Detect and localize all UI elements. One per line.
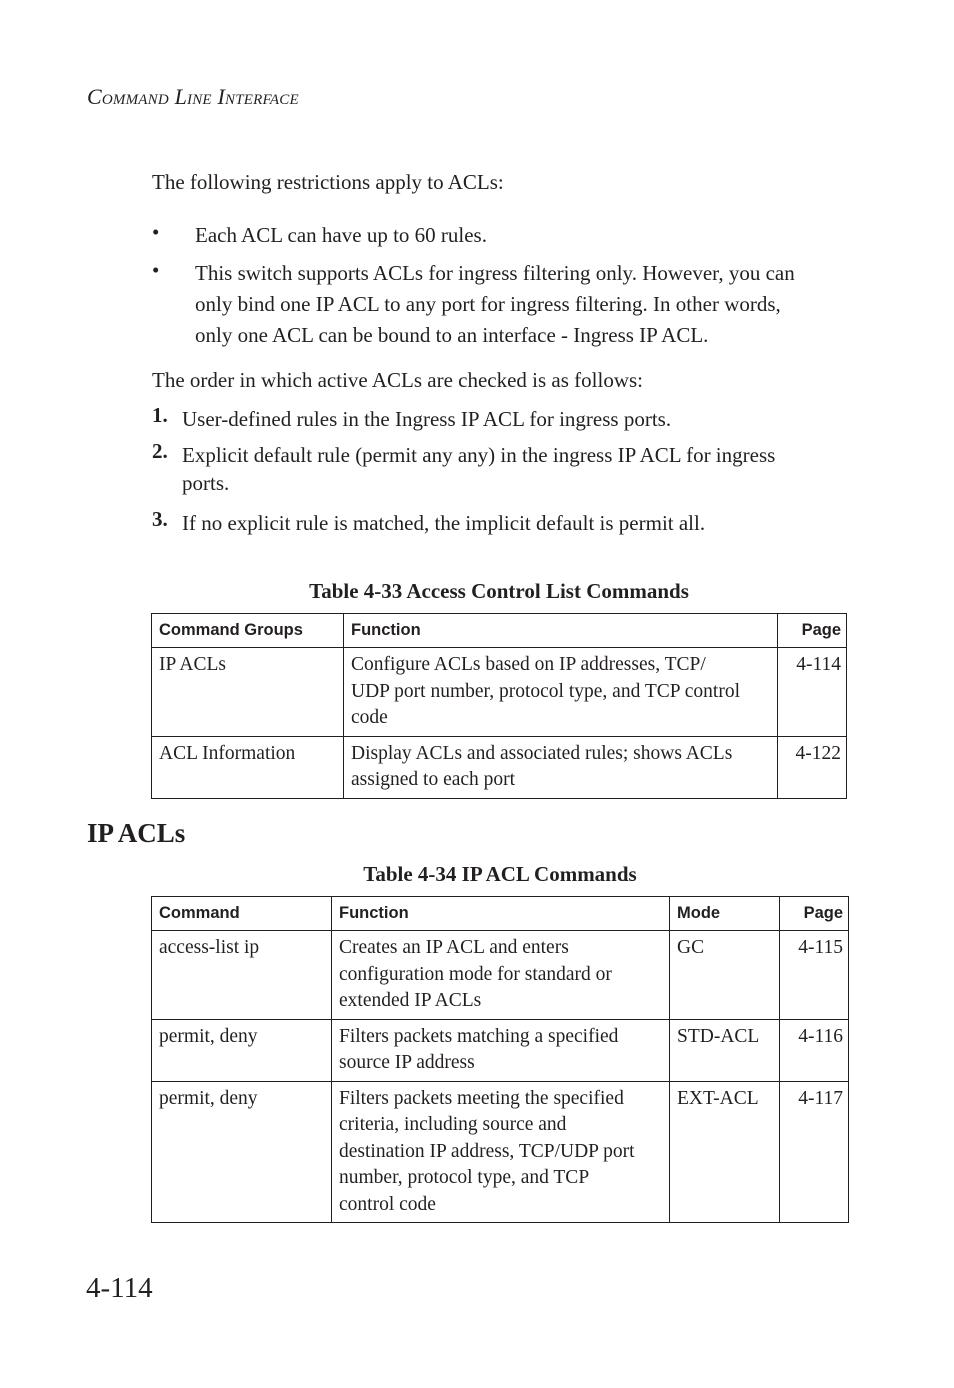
cell-line: Filters packets meeting the specified: [339, 1087, 624, 1109]
command-cell: permit, deny: [152, 1019, 332, 1081]
restriction-item: Each ACL can have up to 60 rules.: [195, 223, 487, 247]
cell-line: configuration mode for standard or: [339, 963, 612, 985]
section-heading: IP ACLs: [87, 818, 186, 848]
order-intro: The order in which active ACLs are checked is as follows:: [152, 368, 644, 392]
column-header: Page: [778, 614, 847, 648]
cell-line: number, protocol type, and TCP: [339, 1167, 590, 1188]
function-cell: [344, 736, 778, 798]
cell-line: criteria, including source and: [339, 1114, 567, 1135]
cell-line: destination IP address, TCP/UDP port: [339, 1140, 635, 1162]
table-header-row: [152, 614, 847, 648]
restrictions-intro: The following restrictions apply to ACLs:: [152, 170, 504, 194]
mode-cell: STD-ACL: [670, 1019, 780, 1081]
cell-line: code: [351, 707, 388, 728]
bullet-marker: •: [152, 220, 160, 244]
mode-cell: GC: [670, 931, 780, 1020]
step-number: 3.: [152, 507, 168, 531]
step-number: 2.: [152, 439, 168, 463]
cell-line: Display ACLs and associated rules; shows ACLs: [351, 742, 733, 764]
step-number: 1.: [152, 403, 168, 427]
function-cell: [332, 1019, 670, 1081]
running-header: Command Line Interface: [87, 84, 299, 109]
column-header: Function: [344, 614, 778, 648]
function-cell: [344, 648, 778, 737]
command-group-cell: IP ACLs: [152, 648, 344, 737]
page-cell: 4-122: [778, 736, 847, 798]
cell-line: control code: [339, 1193, 436, 1215]
table-caption: Table 4-34 IP ACL Commands: [363, 862, 637, 886]
step-text-continued: ports.: [182, 471, 230, 495]
bullet-marker: •: [152, 258, 160, 282]
column-header: Command Groups: [152, 614, 344, 648]
restriction-item: [195, 258, 855, 351]
page-number: 4-114: [86, 1272, 153, 1304]
page-cell: 4-116: [780, 1019, 849, 1081]
table-caption: Table 4-33 Access Control List Commands: [309, 579, 689, 603]
cell-line: assigned to each port: [351, 769, 516, 790]
cell-line: Creates an IP ACL and enters: [339, 937, 569, 958]
table-row: [152, 648, 847, 737]
command-cell: permit, deny: [152, 1081, 332, 1223]
function-cell: [332, 1081, 670, 1223]
page-cell: 4-117: [780, 1081, 849, 1223]
table-header-row: [152, 897, 849, 931]
restriction-line: only bind one IP ACL to any port for ingress filtering. In other words,: [195, 292, 781, 316]
table-row: [152, 736, 847, 798]
cell-line: source IP address: [339, 1052, 475, 1073]
restriction-line: only one ACL can be bound to an interface - Ingress IP ACL.: [195, 323, 709, 347]
column-header: Page: [780, 897, 849, 931]
step-text: Explicit default rule (permit any any) in the ingress IP ACL for ingress: [182, 443, 776, 467]
table-row: [152, 1081, 849, 1223]
cell-line: UDP port number, protocol type, and TCP control: [351, 680, 740, 702]
page-cell: 4-115: [780, 931, 849, 1020]
ip-acl-commands-table: [151, 896, 849, 1223]
acl-command-groups-table: [151, 613, 847, 799]
cell-line: extended IP ACLs: [339, 990, 482, 1011]
column-header: Mode: [670, 897, 780, 931]
mode-cell: EXT-ACL: [670, 1081, 780, 1223]
step-text: If no explicit rule is matched, the implicit default is permit all.: [182, 511, 706, 535]
step-text: User-defined rules in the Ingress IP ACL for ingress ports.: [182, 407, 672, 431]
restriction-line: This switch supports ACLs for ingress filtering only. However, you can: [195, 261, 795, 285]
cell-line: Filters packets matching a specified: [339, 1025, 619, 1047]
page-cell: 4-114: [778, 648, 847, 737]
table-row: [152, 931, 849, 1020]
column-header: Command: [152, 897, 332, 931]
command-group-cell: ACL Information: [152, 736, 344, 798]
command-cell: access-list ip: [152, 931, 332, 1020]
column-header: Function: [332, 897, 670, 931]
function-cell: [332, 931, 670, 1020]
table-row: [152, 1019, 849, 1081]
cell-line: Configure ACLs based on IP addresses, TCP/: [351, 654, 706, 675]
